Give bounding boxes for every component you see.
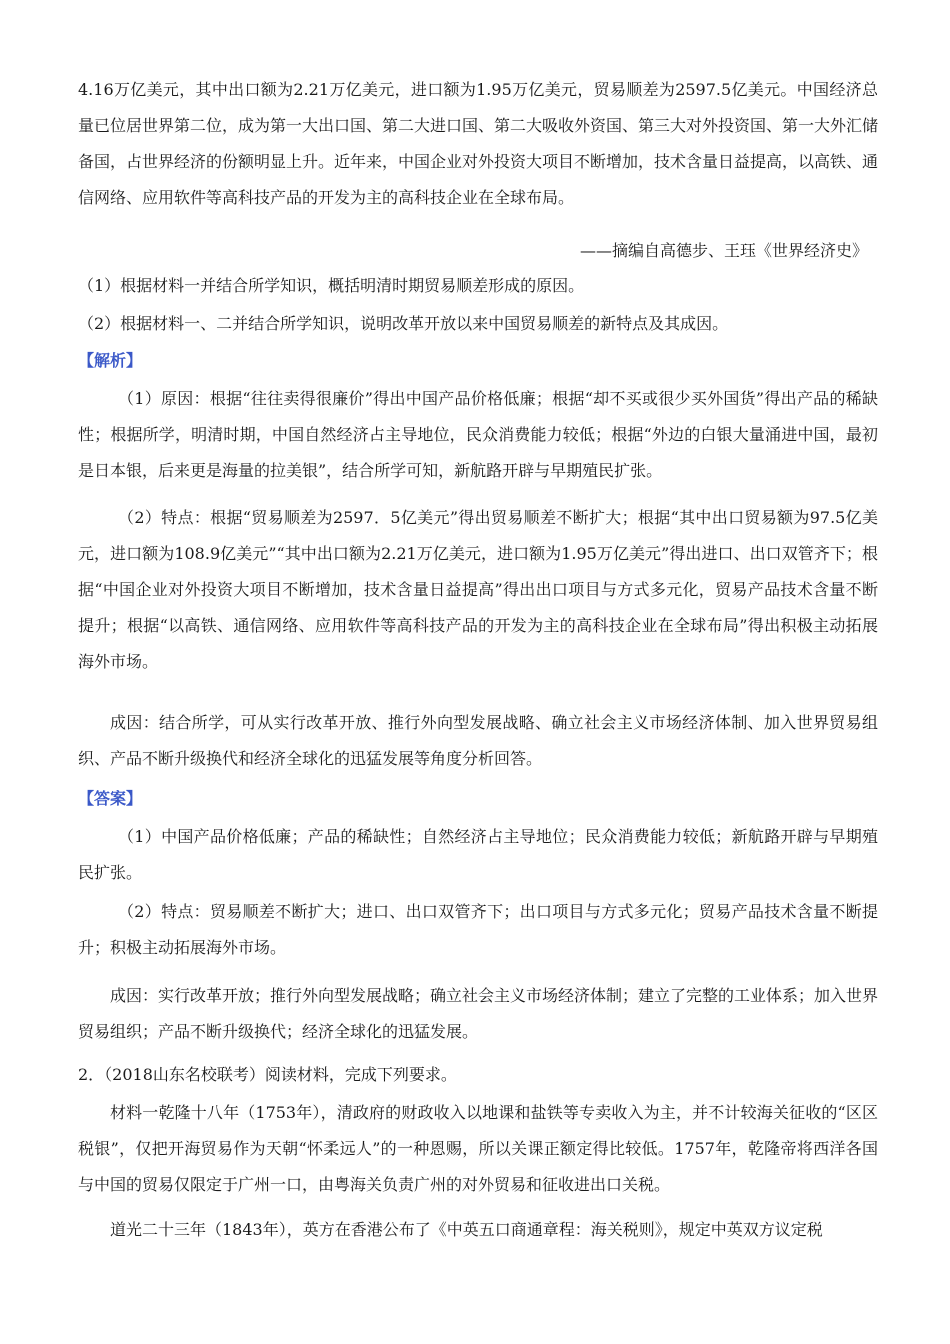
analysis-paragraph-3: 成因：结合所学，可从实行改革开放、推行外向型发展战略、确立社会主义市场经济体制、加入世界贸易组织、产品不断升级换代和经济全球化的迅猛发展等角度分析回答。 (78, 713, 878, 768)
source-citation: ——摘编自高德步、王珏《世界经济史》 (579, 241, 868, 260)
answer-tag (78, 781, 878, 817)
analysis-tag-label: 【解析】 (78, 351, 143, 370)
question-one: （1）根据材料一并结合所学知识，概括明清时期贸易顺差形成的原因。 (78, 276, 585, 295)
answer-paragraph-2: （2）特点：贸易顺差不断扩大；进口、出口双管齐下；出口项目与方式多元化；贸易产品技术含量不断提升；积极主动拓展海外市场。 (78, 902, 878, 957)
answer-paragraph-3: 成因：实行改革开放；推行外向型发展战略；确立社会主义市场经济体制；建立了完整的工业体系；加入世界贸易组织；产品不断升级换代；经济全球化的迅猛发展。 (78, 986, 879, 1041)
material-two-paragraph: 道光二十三年（1843年），英方在香港公布了《中英五口商通章程：海关税则》，规定中英双方议定税 (110, 1220, 823, 1239)
question-2-heading: 2．（2018山东名校联考）阅读材料，完成下列要求。 (78, 1065, 457, 1084)
analysis-paragraph-2: （2）特点：根据“贸易顺差为2597．5亿美元”得出贸易顺差不断扩大；根据“其中出口贸易额为97.5亿美元，进口额为108.9亿美元”“其中出口额为2.21万亿美元，进口额为1.95万亿美元”得出进口、出口双管齐下；根据“中国企业对外投资大项目不断增加，技术含量日益提高”得出出口项目与方式多元化，贸易产品技术含量不断提升；根据“以高铁、通信网络、应用软件等高科技产品的开发为主的高科技企业在全球布局”得出积极主动拓展海外市场。 (78, 508, 878, 671)
analysis-paragraph-1: （1）原因：根据“往往卖得很廉价”得出中国产品价格低廉；根据“却不买或很少买外国货”得出产品的稀缺性；根据所学，明清时期，中国自然经济占主导地位，民众消费能力较低；根据“外边的白银大量涌进中国，最初是日本银，后来更是海量的拉美银”，结合所学可知，新航路开辟与早期殖民扩张。 (78, 389, 878, 480)
analysis-tag (78, 343, 878, 379)
material-one-paragraph: 材料一乾隆十八年（1753年），清政府的财政收入以地课和盐铁等专卖收入为主，并不计较海关征收的“区区税银”，仅把开海贸易作为天朝“怀柔远人”的一种恩赐，所以关课正额定得比较低。1757年，乾隆帝将西洋各国与中国的贸易仅限定于广州一口，由粤海关负责广州的对外贸易和征收进出口关税。 (78, 1103, 878, 1194)
answer-paragraph-1: （1）中国产品价格低廉；产品的稀缺性；自然经济占主导地位；民众消费能力较低；新航路开辟与早期殖民扩张。 (78, 827, 878, 882)
question-two: （2）根据材料一、二并结合所学知识，说明改革开放以来中国贸易顺差的新特点及其成因。 (78, 314, 729, 333)
answer-tag-label: 【答案】 (78, 789, 143, 808)
material-two-tail: 4.16万亿美元，其中出口额为2.21万亿美元，进口额为1.95万亿美元，贸易顺差为2597.5亿美元。中国经济总量已位居世界第二位，成为第一大出口国、第二大进口国、第二大吸收外资国、第三大对外投资国、第一大外汇储备国，占世界经济的份额明显上升。近年来，中国企业对外投资大项目不断增加，技术含量日益提高，以高铁、通信网络、应用软件等高科技产品的开发为主的高科技企业在全球布局。 (78, 80, 879, 207)
